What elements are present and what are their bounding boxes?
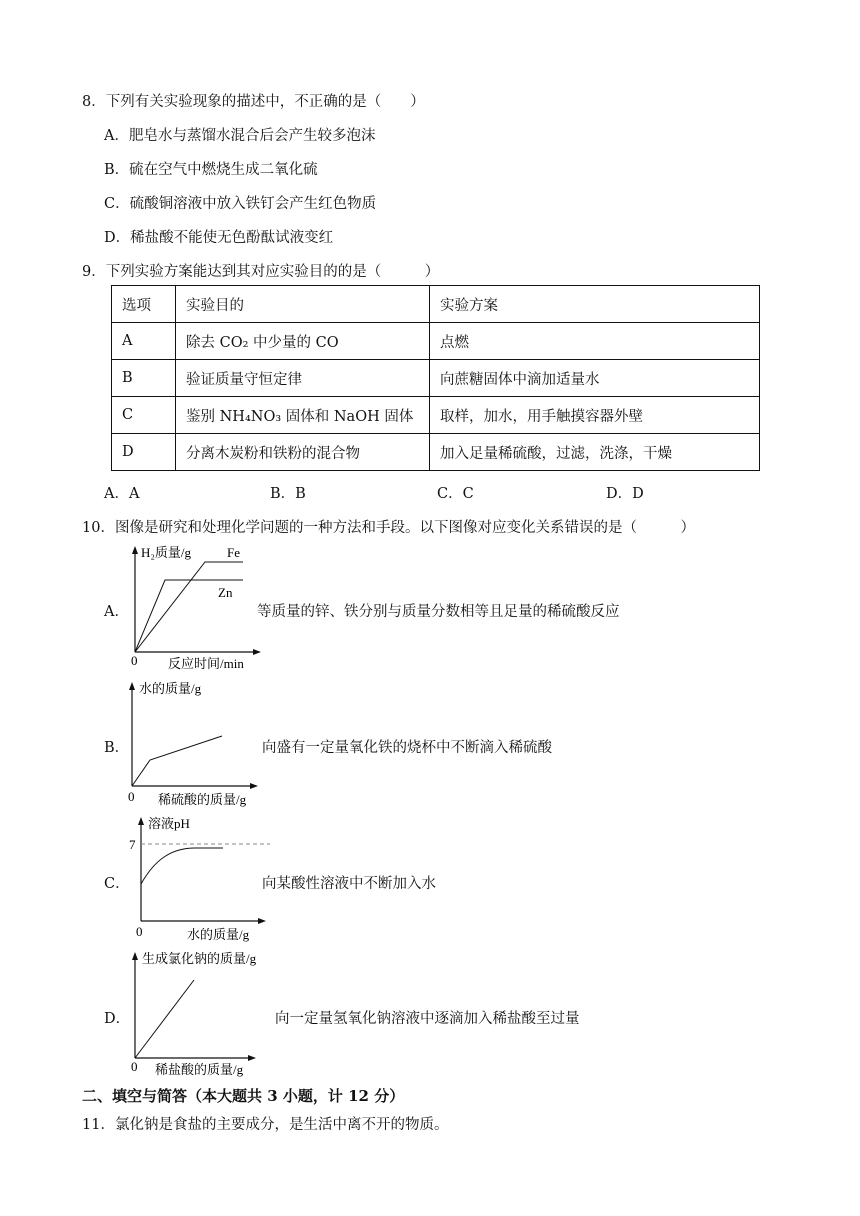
question-9-answer-b: B．B bbox=[270, 486, 306, 502]
graph-c-y-label: 溶液pH bbox=[148, 816, 190, 831]
question-9-answer-d: D．D bbox=[606, 486, 644, 502]
table-cell: 除去 CO₂ 中少量的 CO bbox=[176, 323, 430, 360]
graph-a-origin: 0 bbox=[131, 653, 138, 668]
table-cell: 向蔗糖固体中滴加适量水 bbox=[430, 360, 760, 397]
question-10-option-a-text: 等质量的锌、铁分别与质量分数相等且足量的稀硫酸反应 bbox=[257, 604, 620, 620]
graph-c-y-mark: 7 bbox=[129, 837, 136, 852]
question-11-stem: 11．氯化钠是食盐的主要成分，是生活中离不开的物质。 bbox=[82, 1117, 449, 1133]
table-cell: D bbox=[112, 434, 176, 471]
table-header-cell: 实验目的 bbox=[176, 286, 430, 323]
table-cell: 验证质量守恒定律 bbox=[176, 360, 430, 397]
graph-b-y-label: 水的质量/g bbox=[139, 681, 202, 696]
graph-c-x-label: 水的质量/g bbox=[187, 927, 250, 942]
question-8-stem: 8．下列有关实验现象的描述中，不正确的是（ ） bbox=[82, 94, 425, 110]
table-row bbox=[112, 397, 760, 434]
graph-b-origin: 0 bbox=[128, 789, 135, 804]
question-10-option-b-label: B． bbox=[104, 740, 130, 756]
table-cell: 分离木炭粉和铁粉的混合物 bbox=[176, 434, 430, 471]
table-cell: 取样，加水，用手触摸容器外壁 bbox=[430, 397, 760, 434]
table-cell: 点燃 bbox=[430, 323, 760, 360]
table-header-cell: 实验方案 bbox=[430, 286, 760, 323]
section-2-heading: 二、填空与简答（本大题共 3 小题，计 12 分） bbox=[82, 1087, 405, 1105]
graph-c bbox=[110, 811, 280, 946]
graph-b-x-label: 稀硫酸的质量/g bbox=[158, 792, 247, 807]
question-10-option-d-text: 向一定量氢氧化钠溶液中逐滴加入稀盐酸至过量 bbox=[275, 1011, 580, 1027]
table-row bbox=[112, 323, 760, 360]
graph-b bbox=[110, 676, 270, 811]
question-10-option-b-text: 向盛有一定量氧化铁的烧杯中不断滴入稀硫酸 bbox=[262, 740, 552, 756]
question-8-option-c: C．硫酸铜溶液中放入铁钉会产生红色物质 bbox=[104, 196, 377, 212]
question-10-option-c-label: C． bbox=[104, 876, 130, 892]
table-cell: B bbox=[112, 360, 176, 397]
graph-d-y-label: 生成氯化钠的质量/g bbox=[142, 951, 257, 966]
table-header-row bbox=[112, 286, 760, 323]
table-cell: 鉴别 NH₄NO₃ 固体和 NaOH 固体 bbox=[176, 397, 430, 434]
question-10-option-d-label: D． bbox=[104, 1011, 131, 1027]
question-8-option-d: D．稀盐酸不能使无色酚酞试液变红 bbox=[104, 230, 334, 246]
question-9-answer-a: A．A bbox=[104, 486, 140, 502]
graph-a-x-label: 反应时间/min bbox=[168, 656, 244, 671]
table-cell: 加入足量稀硫酸，过滤，洗涤，干燥 bbox=[430, 434, 760, 471]
graph-a-y-label: H₂质量/g bbox=[141, 545, 192, 560]
graph-a bbox=[110, 540, 270, 675]
graph-d bbox=[110, 946, 285, 1081]
question-8-option-b: B．硫在空气中燃烧生成二氧化硫 bbox=[104, 162, 318, 178]
question-9-answer-c: C．C bbox=[437, 486, 474, 502]
table-cell: C bbox=[112, 397, 176, 434]
table-header-cell: 选项 bbox=[112, 286, 176, 323]
question-10-option-c-text: 向某酸性溶液中不断加入水 bbox=[262, 876, 436, 892]
question-10-stem: 10．图像是研究和处理化学问题的一种方法和手段。以下图像对应变化关系错误的是（ ） bbox=[82, 520, 695, 536]
graph-d-x-label: 稀盐酸的质量/g bbox=[155, 1062, 244, 1077]
question-9-table bbox=[111, 285, 760, 471]
question-10-option-a-label: A． bbox=[104, 604, 129, 620]
question-9-stem: 9．下列实验方案能达到其对应实验目的的是（ ） bbox=[82, 264, 440, 280]
graph-a-series-zn: Zn bbox=[218, 585, 233, 600]
graph-a-series-fe: Fe bbox=[227, 545, 240, 560]
table-row bbox=[112, 360, 760, 397]
graph-c-origin: 0 bbox=[136, 924, 143, 939]
table-row bbox=[112, 434, 760, 471]
table-cell: A bbox=[112, 323, 176, 360]
question-8-option-a: A．肥皂水与蒸馏水混合后会产生较多泡沫 bbox=[104, 128, 376, 144]
graph-d-origin: 0 bbox=[131, 1059, 138, 1074]
